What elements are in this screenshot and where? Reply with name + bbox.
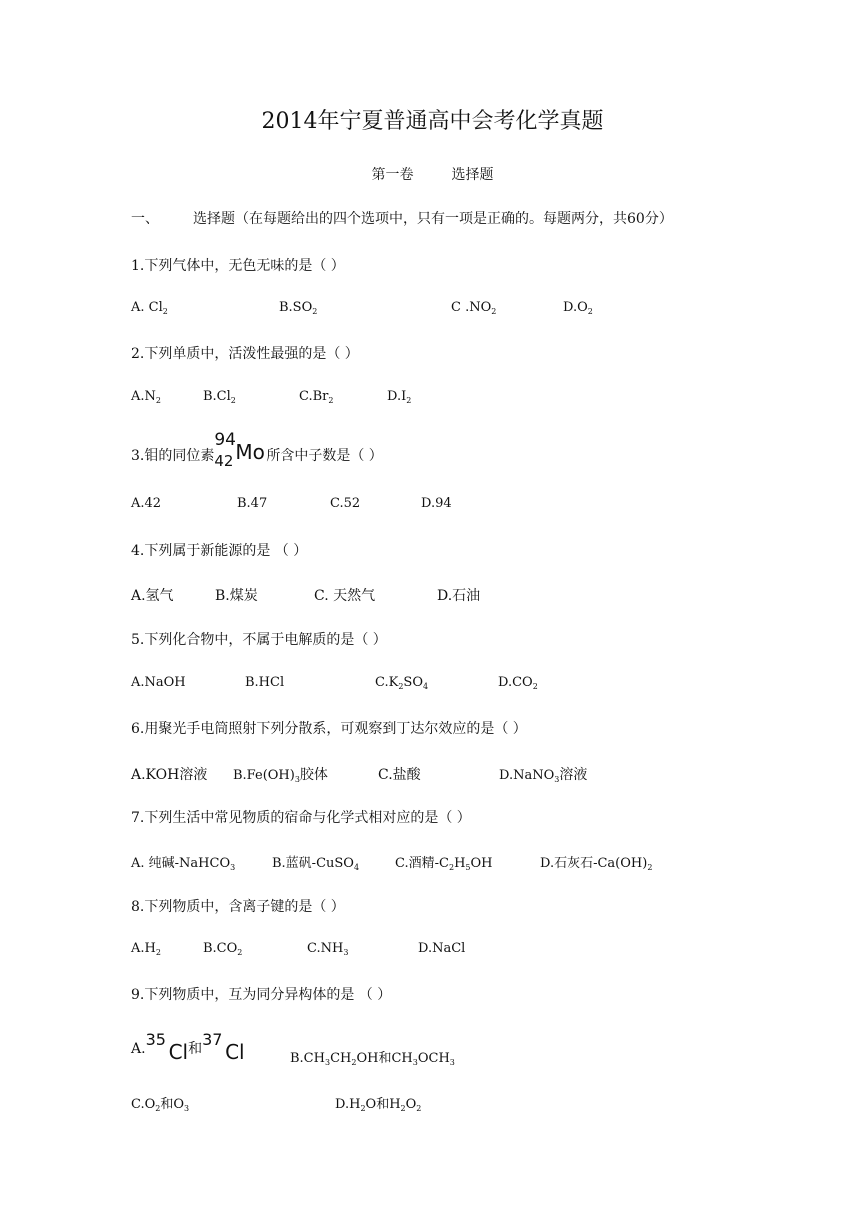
chlorine-37-isotope-symbol	[202, 1030, 245, 1066]
q2-option-b-sub: 2	[230, 396, 236, 405]
instructions	[131, 208, 673, 228]
q1-option-d-text: D.O	[563, 300, 588, 315]
isotope-mass-number: 94	[214, 430, 236, 450]
q8-option-a-sub: 2	[155, 948, 161, 957]
question-5-stem: 5.下列化合物中，不属于电解质的是（ ）	[131, 632, 387, 648]
q7-option-d	[540, 852, 652, 871]
question-1-stem: 1.下列气体中，无色无味的是（ ）	[131, 258, 345, 274]
q7-option-c-text: C.酒精-C	[395, 856, 449, 871]
q2-option-a-text: A.N	[131, 389, 156, 404]
q7-option-a-sub: 3	[230, 863, 236, 872]
q5-option-d-sub: 2	[532, 682, 538, 691]
q1-option-b	[279, 300, 317, 315]
question-6-stem: 6.用聚光手电筒照射下列分散系，可观察到丁达尔效应的是（ ）	[131, 721, 527, 737]
q9-option-d-text2: O和H	[365, 1097, 401, 1112]
q4-option-a: A.氢气	[131, 588, 174, 604]
q5-option-c-text2: SO	[403, 675, 423, 690]
q1-option-a-text: A. Cl	[131, 300, 163, 315]
q8-option-b-sub: 2	[237, 948, 243, 957]
q8-option-c	[307, 941, 348, 956]
q8-option-a	[131, 941, 161, 956]
q8-option-b-text: B.CO	[203, 941, 238, 956]
q8-option-a-text: A.H	[131, 941, 156, 956]
q5-option-a: A.NaOH	[131, 675, 186, 690]
isotope-element-symbol: Cl	[168, 1040, 189, 1064]
q9-option-a-conjunction: 和	[188, 1041, 203, 1057]
q7-option-a-text: A. 纯碱-NaHCO	[131, 856, 231, 871]
q6-option-d-text: D.NaNO	[499, 768, 555, 783]
q3-option-c: C.52	[330, 496, 361, 511]
q5-option-c-sub1: 2	[398, 682, 404, 691]
question-7-stem: 7.下列生活中常见物质的宿命与化学式相对应的是（ ）	[131, 810, 471, 826]
q7-option-c-sub2: 5	[465, 863, 471, 872]
q9-option-d-text1: D.H	[335, 1097, 361, 1112]
q1-option-d-sub: 2	[587, 307, 593, 316]
q9-option-c-sub1: 2	[155, 1104, 161, 1113]
question-2-stem: 2.下列单质中，活泼性最强的是（ ）	[131, 346, 359, 362]
q9-option-d	[335, 1093, 421, 1112]
q7-option-b-sub: 4	[353, 863, 360, 872]
q9-option-b-text4: OCH	[417, 1051, 450, 1066]
q2-option-c-sub: 2	[328, 396, 334, 405]
q4-option-d: D.石油	[437, 588, 481, 604]
q1-option-c	[451, 300, 496, 315]
chlorine-35-isotope-symbol	[146, 1030, 189, 1066]
q5-option-c-sub2: 4	[423, 682, 429, 691]
q9-option-b-text3: OH和CH	[356, 1051, 413, 1066]
isotope-mass-number: 37	[202, 1030, 223, 1049]
q2-option-d-sub: 2	[406, 396, 412, 405]
q9-option-b-sub1: 3	[324, 1058, 331, 1067]
q1-option-c-sub: 2	[491, 307, 497, 316]
q1-option-a	[131, 300, 168, 315]
section-part: 第一卷	[371, 167, 414, 183]
q3-option-b: B.47	[237, 496, 268, 511]
molybdenum-isotope-symbol	[214, 430, 266, 474]
q2-option-a-sub: 2	[155, 396, 161, 405]
q6-option-b-text: B.Fe(OH)	[233, 768, 295, 783]
q9-option-d-sub3: 2	[416, 1104, 422, 1113]
q7-option-b	[272, 852, 359, 871]
q8-option-b	[203, 941, 242, 956]
instructions-number: 一、	[131, 211, 159, 227]
q2-option-c	[299, 389, 333, 404]
question-8-stem: 8.下列物质中，含离子键的是（ ）	[131, 899, 345, 915]
q7-option-a	[131, 852, 235, 871]
q9-option-b	[290, 1047, 455, 1066]
q8-option-c-sub: 3	[343, 948, 349, 957]
q9-option-c-sub2: 3	[184, 1104, 190, 1113]
q6-option-d-sub: 3	[554, 775, 560, 784]
q1-option-d	[563, 300, 593, 315]
q7-option-c	[395, 852, 493, 871]
q8-option-c-text: C.NH	[307, 941, 344, 956]
q9-option-c-text2: 和O	[160, 1097, 185, 1112]
q2-option-b-text: B.Cl	[203, 389, 231, 404]
q6-option-b-text2: 胶体	[299, 767, 328, 783]
q6-option-c: C.盐酸	[378, 767, 421, 783]
q3-option-a: A.42	[131, 496, 162, 511]
q2-option-d-text: D.I	[387, 389, 407, 404]
q9-option-a-label: A.	[131, 1041, 146, 1057]
isotope-element-symbol: Mo	[235, 440, 265, 464]
q9-option-b-text1: B.CH	[290, 1051, 325, 1066]
q9-option-c-text1: C.O	[131, 1097, 156, 1112]
q7-option-d-sub: 2	[647, 863, 653, 872]
q1-option-c-text: C .NO	[451, 300, 492, 315]
q5-option-c	[375, 675, 428, 690]
q9-option-a	[131, 1030, 245, 1066]
q9-option-b-text2: CH	[330, 1051, 352, 1066]
section-name: 选择题	[451, 167, 494, 183]
q2-option-c-text: C.Br	[299, 389, 329, 404]
isotope-element-symbol: Cl	[225, 1040, 245, 1064]
q9-option-b-sub4: 3	[449, 1058, 455, 1067]
q2-option-b	[203, 389, 236, 404]
q2-option-a	[131, 389, 161, 404]
q7-option-b-text: B.蓝矾-CuSO	[272, 856, 354, 871]
isotope-mass-number: 35	[145, 1030, 166, 1049]
q9-option-b-sub2: 2	[351, 1058, 357, 1067]
q6-option-d	[499, 764, 587, 784]
q7-option-c-sub1: 2	[448, 863, 455, 872]
q5-option-d	[498, 675, 538, 690]
question-3-stem	[131, 430, 383, 474]
q7-option-d-text: D.石灰石-Ca(OH)	[540, 856, 648, 871]
q5-option-c-text: C.K	[375, 675, 399, 690]
q6-option-b	[233, 764, 328, 784]
q1-option-a-sub: 2	[162, 307, 168, 316]
q9-option-b-sub3: 3	[412, 1058, 418, 1067]
q3-stem-pre: 3.钼的同位素	[131, 448, 215, 464]
isotope-atomic-number: 42	[214, 452, 234, 470]
q5-option-b: B.HCl	[245, 675, 285, 690]
q9-option-d-sub1: 2	[360, 1104, 366, 1113]
q7-option-c-text2: H	[454, 856, 466, 871]
q4-option-c: C. 天然气	[314, 588, 376, 604]
q6-option-b-sub: 3	[294, 775, 300, 784]
q6-option-a: A.KOH溶液	[131, 767, 208, 783]
q1-option-b-sub: 2	[312, 307, 318, 316]
q9-option-d-sub2: 2	[400, 1104, 406, 1113]
q3-stem-post: 所含中子数是（ ）	[266, 448, 383, 464]
q6-option-d-text2: 溶液	[559, 767, 588, 783]
section-heading	[0, 164, 865, 184]
q9-option-d-text3: O	[405, 1097, 417, 1112]
instructions-text: 选择题（在每题给出的四个选项中，只有一项是正确的。每题两分，共60分）	[193, 211, 673, 227]
q2-option-d	[387, 389, 411, 404]
q4-option-b: B.煤炭	[215, 588, 258, 604]
page-title: 2014年宁夏普通高中会考化学真题	[261, 109, 604, 134]
q7-option-c-text3: OH	[470, 856, 493, 871]
q3-option-d: D.94	[421, 496, 452, 511]
q1-option-b-text: B.SO	[279, 300, 313, 315]
q8-option-d: D.NaCl	[418, 941, 466, 956]
question-9-stem: 9.下列物质中，互为同分异构体的是 （ ）	[131, 987, 392, 1003]
q5-option-d-text: D.CO	[498, 675, 533, 690]
q9-option-c	[131, 1093, 189, 1112]
question-4-stem: 4.下列属于新能源的是 （ ）	[131, 543, 308, 559]
